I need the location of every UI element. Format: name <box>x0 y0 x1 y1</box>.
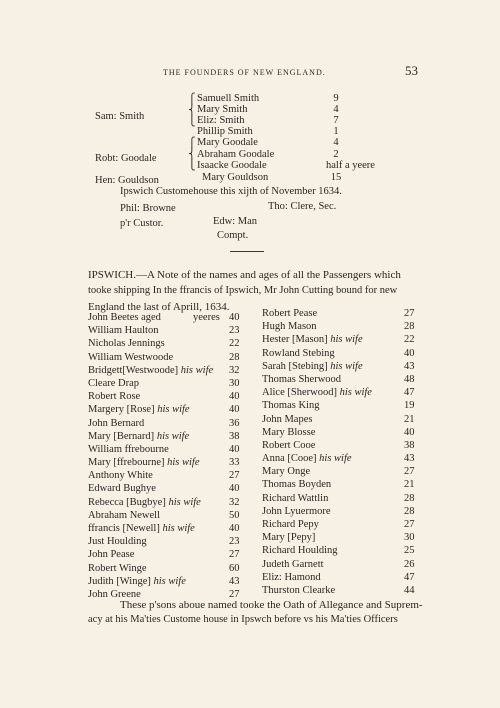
passenger-age: 27 <box>404 519 415 530</box>
passenger-age: 19 <box>404 400 415 412</box>
passenger-name: ffrancis [Newell] his wife <box>88 523 195 534</box>
passenger-row <box>88 312 258 325</box>
passenger-name: William Westwoode <box>88 351 174 363</box>
wife-note: his wife <box>162 523 195 534</box>
wife-note: his wife <box>330 360 363 372</box>
passenger-row <box>88 391 258 404</box>
passenger-age: 28 <box>404 321 415 333</box>
passenger-age: 27 <box>404 308 415 319</box>
passenger-name: Edward Bughye <box>88 483 156 495</box>
passenger-age: 28 <box>404 505 415 517</box>
wife-note: his wife <box>153 575 186 587</box>
passenger-row <box>262 453 427 466</box>
member-name: Eliz: Smith <box>197 115 245 126</box>
passenger-name: Mary Blosse <box>262 426 316 438</box>
running-title: THE FOUNDERS OF NEW ENGLAND. <box>163 68 326 77</box>
passenger-age: 43 <box>229 575 240 587</box>
passenger-row <box>262 387 427 400</box>
member-age: half a yeere <box>326 160 375 171</box>
signer-edw: Edw: Man <box>213 216 258 227</box>
passenger-age: 43 <box>404 453 415 465</box>
passenger-name: William ffrebourne <box>88 443 169 455</box>
passenger-name: Sarah [Stebing] his wife <box>262 360 363 372</box>
passenger-row <box>262 532 427 545</box>
passenger-name: Nicholas Jennings <box>88 338 165 350</box>
passenger-name: Margery [Rose] his wife <box>88 404 190 416</box>
passenger-age: 27 <box>404 466 415 478</box>
passenger-name: Just Houlding <box>88 536 147 548</box>
passenger-age: 32 <box>229 364 240 376</box>
member-age: 7 <box>333 115 339 126</box>
page-number: 53 <box>405 63 418 78</box>
passenger-age: 40 <box>229 483 240 495</box>
passenger-age: 27 <box>229 588 240 600</box>
passenger-row <box>262 545 427 558</box>
passenger-name: Judith [Winge] his wife <box>88 575 186 587</box>
section-divider <box>230 251 264 252</box>
passenger-row <box>88 563 258 576</box>
passenger-age: 40 <box>229 443 240 455</box>
passenger-name: Thomas Sherwood <box>262 373 342 385</box>
passenger-name: Richard Wattlin <box>262 492 329 504</box>
passenger-name: Anna [Cooe] his wife <box>262 453 352 465</box>
passenger-name: Hester [Mason] his wife <box>262 334 363 346</box>
passenger-age: 23 <box>229 325 240 337</box>
passenger-row <box>88 576 258 589</box>
signer-phil: Phil: Browne <box>120 203 176 214</box>
passenger-age: 28 <box>229 351 240 363</box>
passenger-row <box>88 444 258 457</box>
wife-note: his wife <box>339 387 372 399</box>
wife-note: his wife <box>167 457 200 469</box>
passenger-name: Hugh Mason <box>262 321 317 333</box>
passenger-age: 40 <box>229 404 240 416</box>
passenger-row <box>262 321 427 334</box>
passenger-age: 47 <box>404 571 415 583</box>
brace-icon: ⎧ ⎨ ⎩ <box>188 138 196 171</box>
passenger-name: John Pease <box>88 549 135 561</box>
signer-compt: Compt. <box>217 230 249 241</box>
passenger-name: Thomas King <box>262 400 320 412</box>
passenger-row <box>262 400 427 413</box>
passenger-age: 33 <box>229 457 240 469</box>
passenger-age: 48 <box>404 373 415 385</box>
passenger-name: Eliz: Hamond <box>262 571 321 583</box>
passenger-age: 30 <box>404 532 415 544</box>
passenger-name: John Bernard <box>88 417 145 429</box>
passenger-name: Mary [Bernard] his wife <box>88 430 190 442</box>
passenger-name: Alice [Sherwood] his wife <box>262 387 372 399</box>
passenger-name: William Haulton <box>88 325 159 337</box>
passenger-age: 40 <box>404 347 415 359</box>
passenger-name: Thurston Clearke <box>262 584 336 596</box>
passenger-name: Cleare Drap <box>88 377 140 389</box>
passenger-age: 38 <box>229 430 240 442</box>
signer-custor: p'r Custor. <box>120 218 164 229</box>
passenger-age: 26 <box>404 558 415 570</box>
passenger-row <box>88 325 258 338</box>
passenger-age: 27 <box>229 549 240 561</box>
passenger-row <box>262 334 427 347</box>
passenger-name: Judeth Garnett <box>262 558 324 570</box>
family-head: Sam: Smith <box>95 111 145 122</box>
member-age: 2 <box>333 149 339 160</box>
passenger-row <box>262 559 427 572</box>
family-head: Hen: Gouldson <box>95 175 159 186</box>
wife-note: his wife <box>168 496 201 508</box>
member-name: Mary Gouldson <box>202 172 269 183</box>
passenger-age: 22 <box>404 334 415 346</box>
passenger-age: 36 <box>229 417 240 429</box>
passenger-row <box>262 440 427 453</box>
wife-note: his wife <box>180 364 214 376</box>
passenger-list-left <box>88 312 258 602</box>
passenger-age: 40 <box>229 391 240 403</box>
passenger-row <box>88 338 258 351</box>
passenger-row <box>262 308 427 321</box>
intro-line-1: IPSWICH.—A Note of the names and ages of all the Passengers which <box>88 269 401 281</box>
passenger-name: Mary [Pepy] <box>262 532 316 544</box>
passenger-age: 40 <box>229 312 240 323</box>
member-age: 4 <box>333 104 339 115</box>
passenger-row <box>262 519 427 532</box>
passenger-age: 28 <box>404 492 415 504</box>
passenger-age: 50 <box>229 509 240 521</box>
passenger-row <box>88 378 258 391</box>
passenger-age: 22 <box>229 338 240 350</box>
family-head: Robt: Goodale <box>95 153 157 164</box>
passenger-age: 44 <box>404 584 415 596</box>
passenger-age: 25 <box>404 545 415 557</box>
passenger-row <box>88 536 258 549</box>
member-name: Isaacke Goodale <box>197 160 267 171</box>
member-name: Samuell Smith <box>197 93 260 104</box>
passenger-age: 32 <box>229 496 240 508</box>
passenger-row <box>262 348 427 361</box>
passenger-row <box>262 506 427 519</box>
member-age: 1 <box>333 126 339 137</box>
member-age: 4 <box>333 137 339 148</box>
passenger-row <box>262 374 427 387</box>
passenger-row <box>262 493 427 506</box>
passenger-row <box>88 483 258 496</box>
passenger-row <box>88 352 258 365</box>
passenger-name: Mary Onge <box>262 466 311 478</box>
passenger-row <box>88 365 258 378</box>
member-name: Abraham Goodale <box>197 149 275 160</box>
passenger-row <box>262 427 427 440</box>
passenger-name: John Greene <box>88 588 141 600</box>
passenger-name: John Mapes <box>262 413 313 425</box>
passenger-age: 60 <box>229 562 240 574</box>
passenger-name: Mary [ffrebourne] his wife <box>88 457 200 469</box>
passenger-row <box>88 404 258 417</box>
intro-line-3: England the last of Aprill, 1634. <box>88 301 230 313</box>
passenger-name: John Lyuermore <box>262 505 331 517</box>
passenger-name: Abraham Newell <box>88 509 161 521</box>
member-age: 15 <box>330 172 342 183</box>
passenger-name: Bridgett[Westwoode] his wife <box>88 364 214 376</box>
passenger-age: 38 <box>404 439 415 451</box>
brace-icon: ⎧ ⎨ ⎩ <box>188 94 196 127</box>
wife-note: his wife <box>156 430 190 442</box>
passenger-row <box>262 361 427 374</box>
passenger-name: Robert Rose <box>88 391 141 403</box>
passenger-name: Richard Houlding <box>262 545 338 557</box>
member-name: Phillip Smith <box>197 126 253 137</box>
wife-note: his wife <box>157 404 190 416</box>
passenger-row <box>262 466 427 479</box>
signer-thoc: Tho: Clere, Sec. <box>268 201 337 212</box>
passenger-name: Robert Pease <box>262 308 318 319</box>
passenger-age: 30 <box>229 377 240 389</box>
passenger-list-right <box>262 308 427 598</box>
passenger-age: 23 <box>229 536 240 548</box>
intro-line-2: tooke shipping In the ffrancis of Ipswich, Mr John Cutting bound for new <box>88 285 398 296</box>
passenger-row <box>262 414 427 427</box>
passenger-row <box>88 510 258 523</box>
passenger-row <box>88 549 258 562</box>
passenger-row <box>88 470 258 483</box>
passenger-name: Rowland Stebing <box>262 347 335 359</box>
passenger-row <box>88 497 258 510</box>
passenger-age: 21 <box>404 479 415 491</box>
passenger-row <box>88 457 258 470</box>
wife-note: his wife <box>319 453 352 465</box>
passenger-age: 40 <box>404 426 415 438</box>
member-age: 9 <box>333 93 339 104</box>
passenger-row <box>88 523 258 536</box>
passenger-age: 27 <box>229 470 240 482</box>
passenger-name: Robert Winge <box>88 562 147 574</box>
passenger-row <box>88 418 258 431</box>
passenger-name: John Beetes aged <box>88 312 161 323</box>
passenger-age: 47 <box>404 387 415 399</box>
passenger-age: 21 <box>404 413 415 425</box>
member-name: Mary Smith <box>197 104 248 115</box>
passenger-age: 43 <box>404 360 415 372</box>
passenger-name: Thomas Boyden <box>262 479 332 491</box>
closing-line-2: acy at his Ma'ties Custome house in Ipswch before vs his Ma'ties Officers <box>88 614 398 625</box>
passenger-row <box>262 479 427 492</box>
passenger-age-unit: yeeres <box>193 312 220 323</box>
passenger-age: 40 <box>229 523 240 534</box>
passenger-name: Anthony White <box>88 470 153 482</box>
passenger-row <box>262 572 427 585</box>
passenger-name: Rebecca [Bugbye] his wife <box>88 496 201 508</box>
passenger-row <box>88 431 258 444</box>
closing-line-1: These p'sons aboue named tooke the Oath of Allegance and Suprem- <box>120 599 423 611</box>
passenger-name: Richard Pepy <box>262 519 319 530</box>
member-name: Mary Goodale <box>197 137 258 148</box>
customhouse-line: Ipswich Customehouse this xijth of November 1634. <box>120 186 342 197</box>
passenger-name: Robert Cooe <box>262 439 316 451</box>
wife-note: his wife <box>330 334 363 346</box>
